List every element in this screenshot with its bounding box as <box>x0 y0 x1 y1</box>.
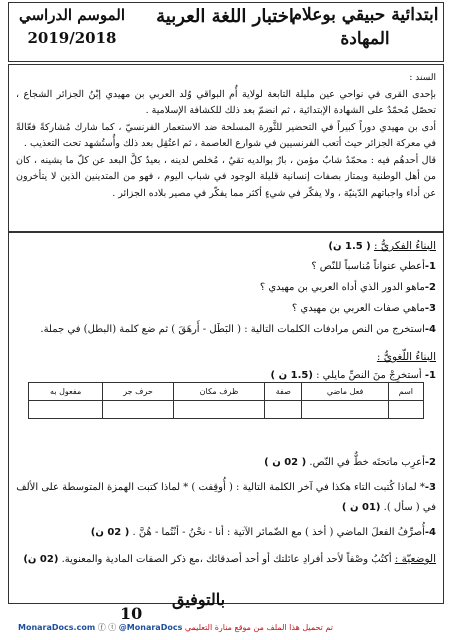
watermark-site[interactable]: MonaraDocs.com <box>18 623 96 632</box>
table-header-cell: اسم <box>388 383 423 401</box>
answer-cell[interactable] <box>173 401 264 419</box>
table-header-cell: مفعول به <box>29 383 103 401</box>
table-header-cell: حرف جر <box>103 383 173 401</box>
fikri-q3: ماهي صفات العربي بن مهيدي ؟ <box>291 303 425 314</box>
fikri-q4-number: 4- <box>424 324 436 335</box>
lughawi-heading: البناءُ اللّغويُّ : <box>376 351 436 363</box>
lughawi-q2-number: 2- <box>424 457 436 468</box>
exam-title: اختبار اللغة العربية <box>156 6 294 27</box>
good-luck-signoff: بالتوفيق <box>172 590 226 609</box>
table-header-row <box>29 383 424 401</box>
lughawi-q3-number: 3- <box>424 482 436 493</box>
school-line-2: المهادة <box>340 29 390 49</box>
fikri-q3-number: 3- <box>424 303 436 314</box>
answer-cell[interactable] <box>103 401 173 419</box>
table-header-cell: صفة <box>265 383 302 401</box>
year-value: 2019/2018 <box>27 29 117 47</box>
lughawi-q2-points: ( 02 ن ) <box>264 457 307 468</box>
fikri-q1-number: 1- <box>424 261 436 272</box>
lughawi-q4-number: 4- <box>424 527 436 538</box>
lughawi-q4-points: ( 02 ن) <box>90 527 130 538</box>
wadiyya-section <box>16 552 436 567</box>
lughawi-q4: أُصرِّفُ الفعلَ الماضي ( أخذ ) مع الضّمائر الآتية : أنا - نحْنُ - أنْتُما - هُنَّ . <box>132 527 425 538</box>
fikri-q2: ماهو الدور الذي أداه العربي بن مهيدي ؟ <box>259 282 425 293</box>
lughawi-rest <box>16 456 436 540</box>
lughawi-section <box>16 350 436 383</box>
fikri-q4: استخرج من النص مرادفات الكلمات التالية : ( البَطَل - أَرهَقَ ) ثم ضع كلمة (البطل) في جملة. <box>40 324 425 335</box>
fikri-q2-number: 2- <box>424 282 436 293</box>
watermark-handle[interactable]: @MonaraDocs <box>118 623 183 632</box>
text-label: السند : <box>409 73 436 83</box>
table-header-cell: فعل ماضي <box>302 383 388 401</box>
grammar-table <box>28 382 424 419</box>
answer-cell[interactable] <box>388 401 423 419</box>
school-name <box>290 4 440 52</box>
wadiyya-points: (02 ن) <box>23 554 59 565</box>
school-line-1: ابتدائية حبيقي بوعلام <box>291 5 439 25</box>
fikri-heading: البناءُ الفكريُّ : <box>373 240 436 252</box>
fikri-section <box>16 239 436 337</box>
answer-cell[interactable] <box>302 401 388 419</box>
table-answer-row <box>29 401 424 419</box>
watermark-note: تم تحميل هذا الملف من موقع منارة التعليمي <box>184 623 333 632</box>
lughawi-q3-points: (01 ن ) <box>341 502 381 513</box>
wadiyya-text: أكتُبُ وصْفاً لأحد أفرادِ عائلتك أو أحد أصدقائك ،مع ذكر الصفات المادية والمعنوية. <box>61 554 392 565</box>
answer-cell[interactable] <box>29 401 103 419</box>
lughawi-q2: أعرِب ماتحتَه خطٌّ في النّص. <box>309 457 425 468</box>
table-header-cell: ظرف مكان <box>173 383 264 401</box>
paragraph-2: أدى بن مهيدي دوراً كبيراً في التحضير للثَّورة المسلحة ضد الاستعمار الفرنسيّ ، كما شارك مُشاركةً فعّالةً في معركة الجزائر حيث أتعب الفرنسيين في شوارع العاصمة ، ثم اعتُقِل بعد ذلك وأُستُشهد تحت التعذيب . <box>16 121 436 149</box>
school-year <box>12 4 132 50</box>
lughawi-q1-points: (1.5 ن ) <box>270 370 313 381</box>
fikri-points: ( 1.5 ن) <box>328 241 371 252</box>
source-text <box>16 70 436 202</box>
year-label: الموسم الدراسي <box>18 6 126 24</box>
answer-cell[interactable] <box>265 401 302 419</box>
paragraph-3: قال أحدهُم فيه : محمّدٌ شابٌ مؤمن ، بارٌ بوالديه تقيٌ ، مُخلص لدينه ، بعيدٌ كلَّ البعد عن كلّ ما يشينه ، كان من أهل الوطنية ويمتاز بصفات إنسانية قليلة الوجود في شباب اليوم ، فهو من المتدينين الذين لا يتأخرون عن أداء واجباتهم الدّينيّة ، ولا يفكّر في شيءٍ أكثر مما يفكّر في مصير بلاده الجزائر . <box>16 154 437 199</box>
lughawi-q1-number: 1- <box>424 370 436 381</box>
fikri-q1: أعطي عنواناً مُناسباً للنّص ؟ <box>311 261 425 272</box>
lughawi-q3: * لماذا كُتبت التاء هكذا في آخر الكلمة التالية : ( أُوقِفت ) * لماذا كتبت الهمزة المتوسطة على الألف في ( سأل ). <box>16 482 436 513</box>
lughawi-q1: أستخرِجْ منَ النصِّ مايلي : <box>316 370 422 381</box>
wadiyya-heading: الوضعيّة : <box>394 553 436 565</box>
social-icon: ⓕ ⓣ <box>97 623 117 632</box>
page-number: 10 <box>120 604 143 623</box>
watermark-bar <box>18 622 333 633</box>
paragraph-1: بإحدى القرى في نواحي عين مليلة التابعة لولاية أُم البواقي وُلد العربي بن مهيدي إبْنُ الجزائر الشجاع ، تحصّل مُحمّدٌ على الشهادة الإبتدائية ، ثم انضمّ بعد ذلك للكشافة الإسلامية . <box>16 88 436 116</box>
